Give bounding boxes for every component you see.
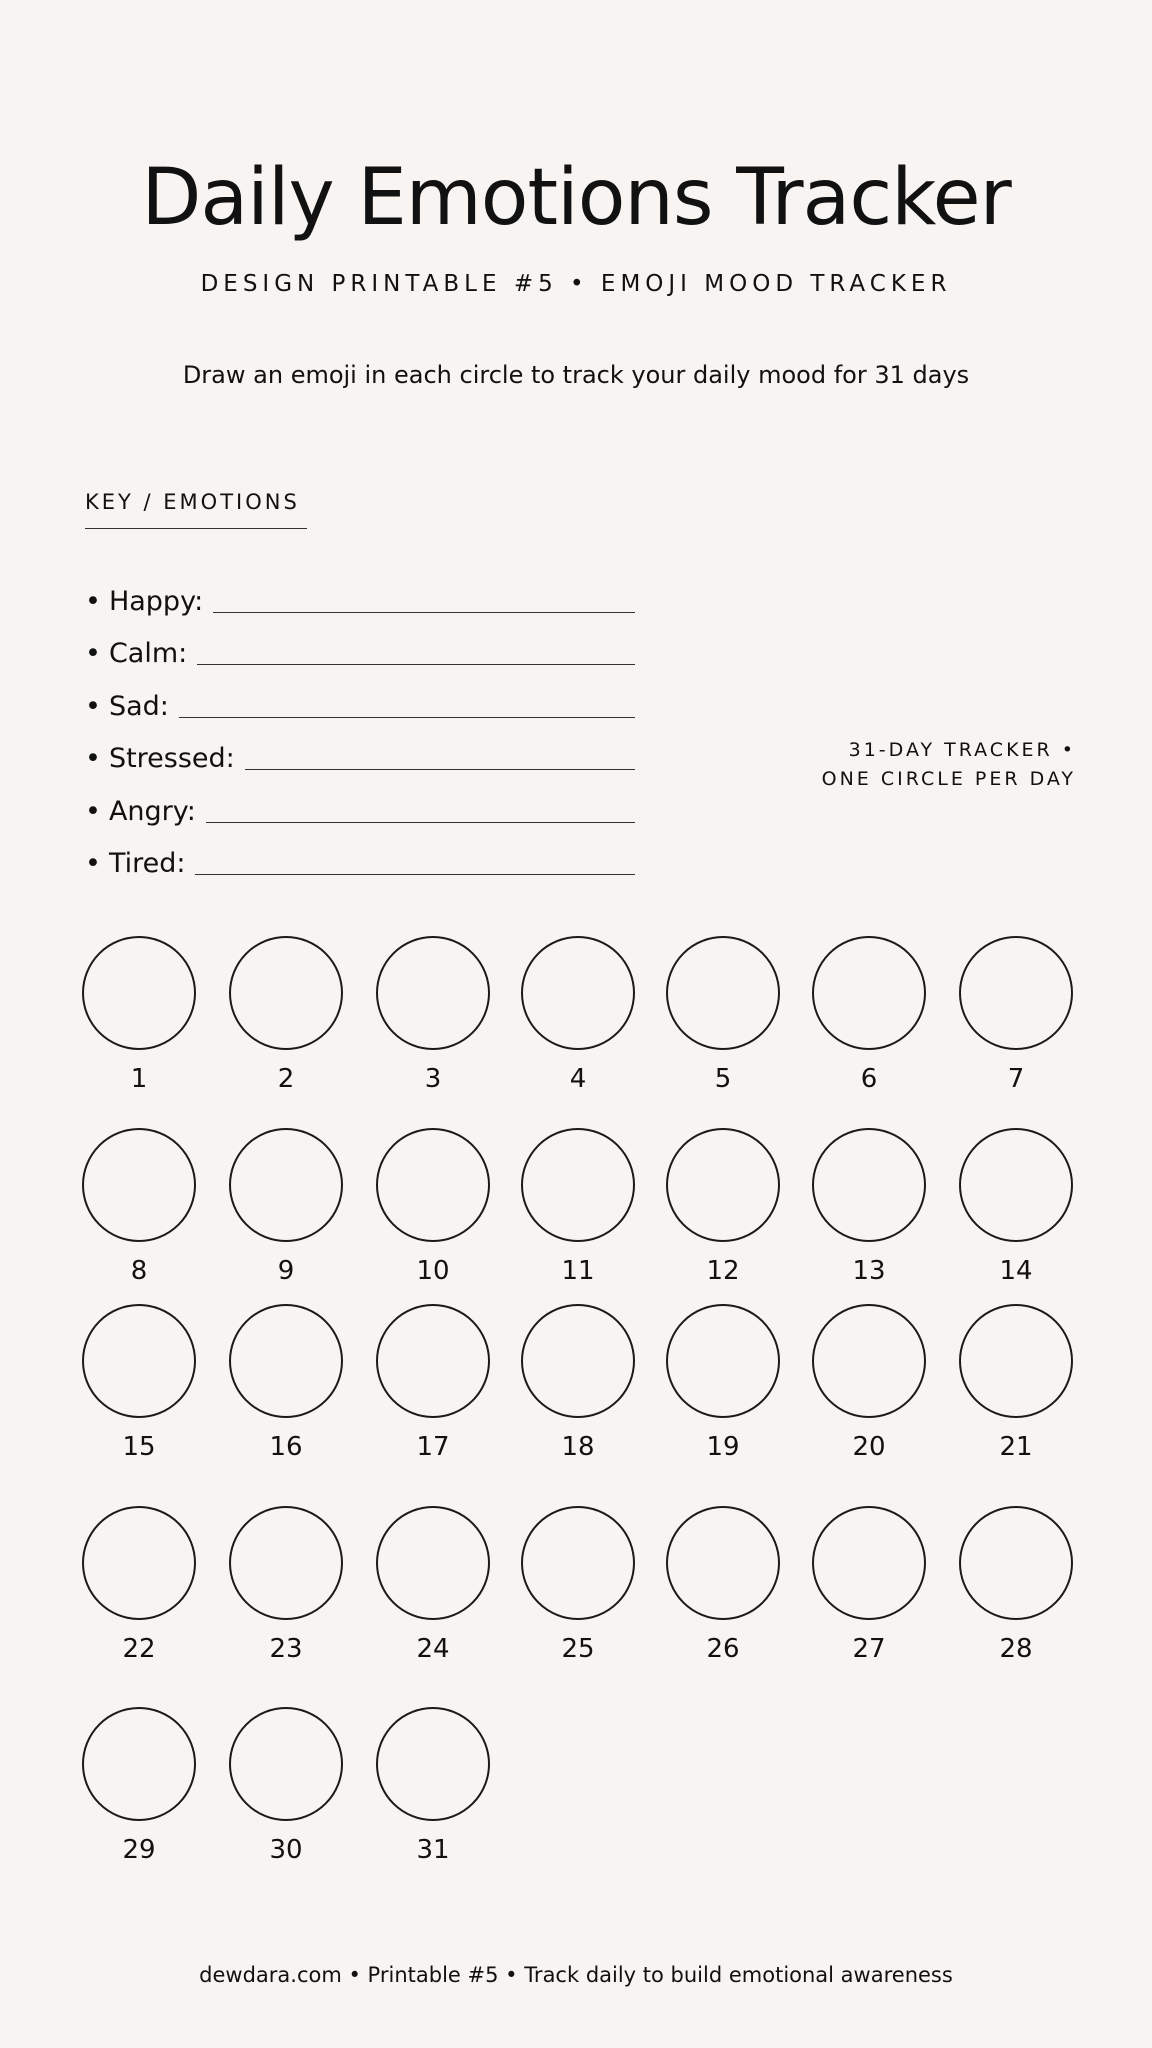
key-item-happy [85, 566, 635, 619]
key-item-stressed [85, 724, 635, 777]
footer-text: dewdara.com • Printable #5 • Track daily to build emotional awareness [199, 1963, 953, 1987]
day-circle[interactable] [521, 1304, 635, 1418]
write-in-line [195, 874, 635, 875]
day-number: 12 [706, 1256, 740, 1286]
day-number: 3 [424, 1064, 442, 1094]
day-cell[interactable] [957, 1128, 1075, 1286]
day-circle[interactable] [521, 1506, 635, 1620]
write-in-line [179, 717, 635, 718]
side-note-line-1: 31-DAY TRACKER • [848, 739, 1076, 761]
bullet: • [85, 743, 101, 774]
day-number: 24 [416, 1634, 450, 1664]
day-circle[interactable] [959, 1304, 1073, 1418]
page-title: Daily Emotions Tracker [141, 153, 1011, 243]
day-number: 26 [706, 1634, 740, 1664]
day-number: 21 [999, 1432, 1033, 1462]
key-item-calm [85, 619, 635, 672]
day-circle[interactable] [229, 936, 343, 1050]
day-cell[interactable] [810, 1506, 928, 1664]
day-cell[interactable] [957, 936, 1075, 1094]
day-cell[interactable] [227, 1304, 345, 1462]
day-number: 20 [852, 1432, 886, 1462]
day-number: 29 [122, 1835, 156, 1865]
day-number: 10 [416, 1256, 450, 1286]
day-number: 8 [130, 1256, 148, 1286]
day-number: 13 [852, 1256, 886, 1286]
day-circle[interactable] [959, 1506, 1073, 1620]
day-circle[interactable] [812, 936, 926, 1050]
day-cell[interactable] [374, 1506, 492, 1664]
instruction-text: Draw an emoji in each circle to track your daily mood for 31 days [182, 361, 970, 389]
day-circle[interactable] [666, 1506, 780, 1620]
day-cell[interactable] [80, 936, 198, 1094]
day-circle[interactable] [82, 936, 196, 1050]
day-cell[interactable] [80, 1128, 198, 1286]
bullet: • [85, 690, 101, 722]
day-circle[interactable] [812, 1304, 926, 1418]
day-number: 27 [852, 1634, 886, 1664]
day-cell[interactable] [664, 936, 782, 1094]
day-cell[interactable] [664, 1506, 782, 1664]
tracker-side-note [822, 736, 1076, 794]
day-circle[interactable] [666, 1304, 780, 1418]
day-circle[interactable] [82, 1707, 196, 1821]
day-cell[interactable] [664, 1304, 782, 1462]
day-cell[interactable] [80, 1506, 198, 1664]
bullet: • [85, 638, 101, 669]
key-label: Happy: [108, 585, 204, 617]
day-cell[interactable] [374, 1128, 492, 1286]
day-circle[interactable] [229, 1128, 343, 1242]
day-circle[interactable] [82, 1128, 196, 1242]
day-circle[interactable] [521, 936, 635, 1050]
day-number: 19 [706, 1432, 740, 1462]
key-heading: KEY / EMOTIONS [85, 487, 307, 529]
day-circle[interactable] [82, 1304, 196, 1418]
day-number: 11 [561, 1256, 595, 1286]
day-circle[interactable] [959, 1128, 1073, 1242]
day-cell[interactable] [519, 1304, 637, 1462]
page-subtitle: DESIGN PRINTABLE #5 • EMOJI MOOD TRACKER [200, 271, 952, 297]
emotion-key-list [85, 566, 635, 881]
day-number: 17 [416, 1432, 450, 1462]
day-cell[interactable] [519, 936, 637, 1094]
day-number: 2 [277, 1064, 295, 1094]
write-in-line [197, 664, 635, 665]
day-cell[interactable] [374, 936, 492, 1094]
day-circle[interactable] [82, 1506, 196, 1620]
day-cell[interactable] [227, 936, 345, 1094]
day-cell[interactable] [519, 1128, 637, 1286]
day-circle[interactable] [376, 1128, 490, 1242]
day-number: 1 [130, 1064, 148, 1094]
day-number: 5 [714, 1064, 732, 1094]
day-number: 14 [999, 1256, 1033, 1286]
day-number: 23 [269, 1634, 303, 1664]
day-number: 31 [416, 1835, 450, 1865]
day-number: 18 [561, 1432, 595, 1462]
day-circle[interactable] [229, 1506, 343, 1620]
day-cell[interactable] [80, 1304, 198, 1462]
day-cell[interactable] [810, 936, 928, 1094]
day-circle[interactable] [376, 1506, 490, 1620]
key-label: Calm: [108, 638, 188, 669]
key-label: Sad: [108, 690, 169, 722]
day-cell[interactable] [80, 1707, 198, 1865]
day-cell[interactable] [227, 1707, 345, 1865]
write-in-line [206, 822, 635, 823]
day-number: 15 [122, 1432, 156, 1462]
bullet: • [85, 848, 101, 879]
key-item-sad [85, 671, 635, 724]
key-item-angry [85, 776, 635, 829]
day-circle[interactable] [959, 936, 1073, 1050]
write-in-line [245, 769, 635, 770]
day-cell[interactable] [957, 1304, 1075, 1462]
day-number: 22 [122, 1634, 156, 1664]
day-cell[interactable] [664, 1128, 782, 1286]
day-number: 4 [569, 1064, 587, 1094]
day-number: 28 [999, 1634, 1033, 1664]
day-cell[interactable] [227, 1128, 345, 1286]
day-circle[interactable] [666, 1128, 780, 1242]
day-circle[interactable] [812, 1506, 926, 1620]
day-cell[interactable] [374, 1707, 492, 1865]
day-number: 9 [277, 1256, 295, 1286]
day-number: 25 [561, 1634, 595, 1664]
day-circle[interactable] [229, 1304, 343, 1418]
day-number: 16 [269, 1432, 303, 1462]
day-circle[interactable] [229, 1707, 343, 1821]
day-cell[interactable] [810, 1304, 928, 1462]
day-circle[interactable] [376, 1707, 490, 1821]
day-number: 30 [269, 1835, 303, 1865]
key-item-tired [85, 829, 635, 882]
bullet: • [85, 585, 101, 617]
day-circle[interactable] [376, 1304, 490, 1418]
day-circle[interactable] [376, 936, 490, 1050]
day-number: 6 [860, 1064, 878, 1094]
day-cell[interactable] [374, 1304, 492, 1462]
bullet: • [85, 795, 101, 827]
day-cell[interactable] [957, 1506, 1075, 1664]
day-cell[interactable] [519, 1506, 637, 1664]
day-cell[interactable] [227, 1506, 345, 1664]
write-in-line [213, 612, 635, 613]
key-label: Tired: [108, 848, 186, 879]
key-label: Stressed: [108, 743, 235, 774]
day-cell[interactable] [810, 1128, 928, 1286]
day-circle[interactable] [666, 936, 780, 1050]
day-number: 7 [1007, 1064, 1025, 1094]
day-circle[interactable] [812, 1128, 926, 1242]
side-note-line-2: ONE CIRCLE PER DAY [821, 768, 1076, 790]
day-circle[interactable] [521, 1128, 635, 1242]
key-label: Angry: [108, 795, 196, 827]
